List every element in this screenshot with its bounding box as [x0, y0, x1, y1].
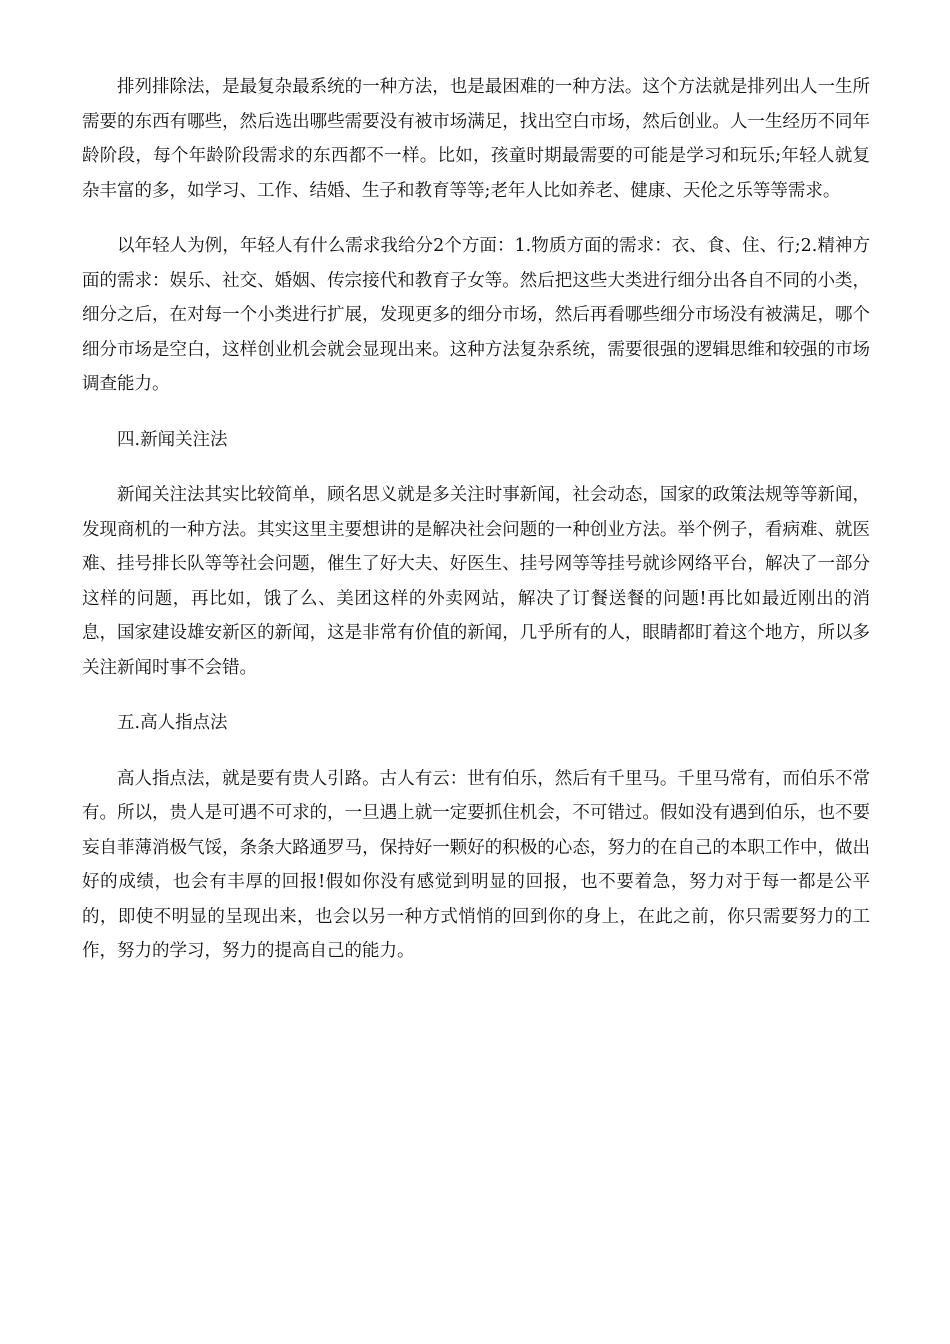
section-heading-mentor-method: 五.高人指点法: [117, 713, 228, 733]
paragraph-mentor-method: 高人指点法，就是要有贵人引路。古人有云：世有伯乐，然后有千里马。千里马常有，而伯乐不常有。所以，贵人是可遇不可求的，一旦遇上就一定要抓住机会，不可错过。假如没有遇到伯乐，也不要妄自菲薄消极气馁，条条大路通罗马，保持好一颗好的积极的心态，努力的在自己的本职工作中，做出好的成绩，也会有丰厚的回报!假如你没有感觉到明显的回报，也不要着急，努力对于每一都是公平的，即使不明显的呈现出来，也会以另一种方式悄悄的回到你的身上，在此之前，你只需要努力的工作，努力的学习，努力的提高自己的能力。: [82, 768, 870, 961]
paragraph-permutation-method: 排列排除法，是最复杂最系统的一种方法，也是最困难的一种方法。这个方法就是排列出人一生所需要的东西有哪些，然后选出哪些需要没有被市场满足，找出空白市场，然后创业。人一生经历不同年龄阶段，每个年龄阶段需求的东西都不一样。比如，孩童时期最需要的可能是学习和玩乐;年轻人就复杂丰富的多，如学习、工作、结婚、生子和教育等等;老年人比如养老、健康、天伦之乐等等需求。: [82, 77, 870, 201]
document-body: [82, 70, 870, 990]
section-heading-news-method: 四.新闻关注法: [117, 429, 228, 450]
paragraph-news-method: 新闻关注法其实比较简单，顾名思义就是多关注时事新闻，社会动态，国家的政策法规等等新闻，发现商机的一种方法。其实这里主要想讲的是解决社会问题的一种创业方法。举个例子，看病难、就医难、挂号排长队等等社会问题，催生了好大夫、好医生、挂号网等等挂号就诊网络平台，解决了一部分这样的问题，再比如，饿了么、美团这样的外卖网站，解决了订餐送餐的问题!再比如最近刚出的消息，国家建设雄安新区的新闻，这是非常有价值的新闻，几乎所有的人，眼睛都盯着这个地方，所以多关注新闻时事不会错。: [82, 485, 870, 678]
paragraph-young-people-example: 以年轻人为例，年轻人有什么需求我给分2个方面：1.物质方面的需求：衣、食、住、行;2.精神方面的需求：娱乐、社交、婚姻、传宗接代和教育子女等。然后把这些大类进行细分出各自不同的小类，细分之后，在对每一个小类进行扩展，发现更多的细分市场，然后再看哪些细分市场没有被满足，哪个细分市场是空白，这样创业机会就会显现出来。这种方法复杂系统，需要很强的逻辑思维和较强的市场调查能力。: [82, 236, 870, 394]
